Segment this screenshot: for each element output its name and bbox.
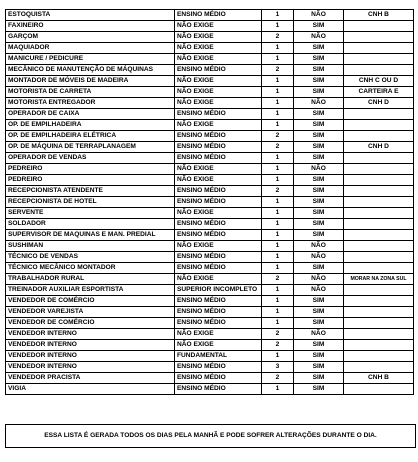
job-title-cell: OPERADOR DE CAIXA	[6, 109, 175, 120]
experience-cell: NÃO	[294, 329, 344, 340]
experience-cell: SIM	[294, 384, 344, 395]
experience-cell: SIM	[294, 120, 344, 131]
vacancies-cell: 1	[262, 10, 294, 21]
table-row	[6, 142, 414, 153]
vacancies-cell: 2	[262, 274, 294, 285]
notes-cell	[344, 65, 414, 76]
vacancies-cell: 1	[262, 197, 294, 208]
table-row	[6, 43, 414, 54]
job-title-cell: MOTORISTA ENTREGADOR	[6, 98, 175, 109]
experience-cell: SIM	[294, 109, 344, 120]
experience-cell: SIM	[294, 263, 344, 274]
job-title-cell: MANICURE / PEDICURE	[6, 54, 175, 65]
table-row	[6, 76, 414, 87]
experience-cell: NÃO	[294, 285, 344, 296]
notes-cell: CARTEIRA E	[344, 87, 414, 98]
education-cell: ENSINO MÉDIO	[175, 186, 262, 197]
experience-cell: SIM	[294, 175, 344, 186]
job-table-body	[6, 10, 414, 395]
job-title-cell: VENDEDOR INTERNO	[6, 362, 175, 373]
notes-cell	[344, 241, 414, 252]
experience-cell: SIM	[294, 362, 344, 373]
table-row	[6, 329, 414, 340]
experience-cell: SIM	[294, 230, 344, 241]
experience-cell: NÃO	[294, 32, 344, 43]
notes-cell	[344, 153, 414, 164]
notes-cell	[344, 32, 414, 43]
table-row	[6, 87, 414, 98]
table-row	[6, 384, 414, 395]
table-row	[6, 274, 414, 285]
notes-cell	[344, 263, 414, 274]
job-table	[5, 9, 414, 395]
education-cell: NÃO EXIGE	[175, 329, 262, 340]
job-title-cell: FAXINEIRO	[6, 21, 175, 32]
vacancies-cell: 1	[262, 307, 294, 318]
notes-cell	[344, 340, 414, 351]
notes-cell	[344, 175, 414, 186]
experience-cell: NÃO	[294, 241, 344, 252]
vacancies-cell: 1	[262, 318, 294, 329]
vacancies-cell: 1	[262, 208, 294, 219]
vacancies-cell: 1	[262, 263, 294, 274]
education-cell: NÃO EXIGE	[175, 340, 262, 351]
experience-cell: SIM	[294, 296, 344, 307]
education-cell: NÃO EXIGE	[175, 21, 262, 32]
job-title-cell: MOTORISTA DE CARRETA	[6, 87, 175, 98]
job-title-cell: GARÇOM	[6, 32, 175, 43]
table-row	[6, 175, 414, 186]
notes-cell: CNH C OU D	[344, 76, 414, 87]
job-title-cell: ESTOQUISTA	[6, 10, 175, 21]
job-title-cell: RECEPCIONISTA DE HOTEL	[6, 197, 175, 208]
vacancies-cell: 1	[262, 87, 294, 98]
table-row	[6, 241, 414, 252]
experience-cell: SIM	[294, 219, 344, 230]
notes-cell	[344, 197, 414, 208]
education-cell: ENSINO MÉDIO	[175, 263, 262, 274]
vacancies-cell: 2	[262, 329, 294, 340]
table-row	[6, 307, 414, 318]
education-cell: ENSINO MÉDIO	[175, 384, 262, 395]
notes-cell	[344, 296, 414, 307]
notes-cell	[344, 307, 414, 318]
notes-cell	[344, 109, 414, 120]
experience-cell: SIM	[294, 186, 344, 197]
job-title-cell: SOLDADOR	[6, 219, 175, 230]
notes-cell	[344, 54, 414, 65]
vacancies-cell: 1	[262, 21, 294, 32]
experience-cell: SIM	[294, 54, 344, 65]
education-cell: ENSINO MÉDIO	[175, 373, 262, 384]
education-cell: ENSINO MÉDIO	[175, 219, 262, 230]
job-title-cell: TÉCNICO DE VENDAS	[6, 252, 175, 263]
vacancies-cell: 1	[262, 351, 294, 362]
education-cell: NÃO EXIGE	[175, 208, 262, 219]
job-title-cell: VENDEDOR DE COMÉRCIO	[6, 318, 175, 329]
vacancies-cell: 2	[262, 32, 294, 43]
notes-cell	[344, 219, 414, 230]
job-title-cell: PEDREIRO	[6, 175, 175, 186]
experience-cell: NÃO	[294, 164, 344, 175]
table-row	[6, 296, 414, 307]
table-row	[6, 285, 414, 296]
notes-cell	[344, 131, 414, 142]
job-title-cell: MECÂNICO DE MANUTENÇÃO DE MÁQUINAS	[6, 65, 175, 76]
vacancies-cell: 1	[262, 384, 294, 395]
table-row	[6, 318, 414, 329]
job-title-cell: MONTADOR DE MÓVEIS DE MADEIRA	[6, 76, 175, 87]
education-cell: ENSINO MÉDIO	[175, 252, 262, 263]
table-row	[6, 109, 414, 120]
vacancies-cell: 1	[262, 285, 294, 296]
vacancies-cell: 2	[262, 142, 294, 153]
vacancies-cell: 3	[262, 362, 294, 373]
education-cell: NÃO EXIGE	[175, 175, 262, 186]
experience-cell: SIM	[294, 197, 344, 208]
vacancies-cell: 1	[262, 175, 294, 186]
vacancies-cell: 2	[262, 373, 294, 384]
job-title-cell: MAQUIADOR	[6, 43, 175, 54]
footer-note: ESSA LISTA É GERADA TODOS OS DIAS PELA MANHÃ E PODE SOFRER ALTERAÇÕES DURANTE O DIA.	[5, 424, 416, 448]
table-row	[6, 120, 414, 131]
education-cell: FUNDAMENTAL	[175, 351, 262, 362]
vacancies-cell: 1	[262, 153, 294, 164]
notes-cell	[344, 43, 414, 54]
vacancies-cell: 1	[262, 219, 294, 230]
table-row	[6, 164, 414, 175]
experience-cell: SIM	[294, 65, 344, 76]
job-list-sheet	[5, 9, 414, 395]
job-title-cell: VIGIA	[6, 384, 175, 395]
notes-cell	[344, 208, 414, 219]
education-cell: NÃO EXIGE	[175, 43, 262, 54]
table-row	[6, 230, 414, 241]
vacancies-cell: 1	[262, 120, 294, 131]
experience-cell: SIM	[294, 87, 344, 98]
education-cell: NÃO EXIGE	[175, 54, 262, 65]
table-row	[6, 373, 414, 384]
experience-cell: SIM	[294, 76, 344, 87]
vacancies-cell: 1	[262, 76, 294, 87]
vacancies-cell: 1	[262, 109, 294, 120]
education-cell: ENSINO MÉDIO	[175, 307, 262, 318]
experience-cell: NÃO	[294, 252, 344, 263]
job-title-cell: OP. DE EMPILHADEIRA ELÉTRICA	[6, 131, 175, 142]
education-cell: ENSINO MÉDIO	[175, 131, 262, 142]
vacancies-cell: 1	[262, 54, 294, 65]
job-title-cell: OP. DE MÁQUINA DE TERRAPLANAGEM	[6, 142, 175, 153]
education-cell: NÃO EXIGE	[175, 241, 262, 252]
table-row	[6, 362, 414, 373]
notes-cell: CNH B	[344, 373, 414, 384]
vacancies-cell: 1	[262, 164, 294, 175]
vacancies-cell: 1	[262, 252, 294, 263]
notes-cell	[344, 186, 414, 197]
job-title-cell: VENDEDOR DE COMÉRCIO	[6, 296, 175, 307]
experience-cell: SIM	[294, 131, 344, 142]
vacancies-cell: 1	[262, 241, 294, 252]
vacancies-cell: 1	[262, 296, 294, 307]
experience-cell: SIM	[294, 307, 344, 318]
experience-cell: SIM	[294, 142, 344, 153]
table-row	[6, 153, 414, 164]
notes-cell: MORAR NA ZONA SUL	[344, 274, 414, 285]
notes-cell	[344, 21, 414, 32]
notes-cell	[344, 362, 414, 373]
education-cell: ENSINO MÉDIO	[175, 153, 262, 164]
education-cell: ENSINO MÉDIO	[175, 197, 262, 208]
education-cell: NÃO EXIGE	[175, 32, 262, 43]
job-title-cell: SUPERVISOR DE MAQUINAS E MAN. PREDIAL	[6, 230, 175, 241]
table-row	[6, 65, 414, 76]
table-row	[6, 263, 414, 274]
vacancies-cell: 2	[262, 186, 294, 197]
job-title-cell: VENDEDOR INTERNO	[6, 329, 175, 340]
education-cell: SUPERIOR INCOMPLETO	[175, 285, 262, 296]
job-title-cell: VENDEDOR INTERNO	[6, 351, 175, 362]
notes-cell: CNH D	[344, 98, 414, 109]
education-cell: NÃO EXIGE	[175, 87, 262, 98]
vacancies-cell: 1	[262, 230, 294, 241]
table-row	[6, 10, 414, 21]
notes-cell	[344, 318, 414, 329]
experience-cell: SIM	[294, 21, 344, 32]
notes-cell	[344, 120, 414, 131]
education-cell: NÃO EXIGE	[175, 120, 262, 131]
job-title-cell: VENDEDOR PRACISTA	[6, 373, 175, 384]
notes-cell: CNH D	[344, 142, 414, 153]
education-cell: ENSINO MÉDIO	[175, 362, 262, 373]
job-title-cell: TREINADOR AUXILIAR ESPORTISTA	[6, 285, 175, 296]
job-title-cell: TÉCNICO MECÂNICO MONTADOR	[6, 263, 175, 274]
education-cell: NÃO EXIGE	[175, 98, 262, 109]
notes-cell: CNH B	[344, 10, 414, 21]
education-cell: ENSINO MÉDIO	[175, 296, 262, 307]
table-row	[6, 21, 414, 32]
vacancies-cell: 2	[262, 65, 294, 76]
notes-cell	[344, 285, 414, 296]
education-cell: ENSINO MÉDIO	[175, 65, 262, 76]
job-title-cell: SERVENTE	[6, 208, 175, 219]
notes-cell	[344, 384, 414, 395]
experience-cell: SIM	[294, 153, 344, 164]
experience-cell: NÃO	[294, 274, 344, 285]
notes-cell	[344, 351, 414, 362]
table-row	[6, 252, 414, 263]
table-row	[6, 98, 414, 109]
education-cell: ENSINO MÉDIO	[175, 142, 262, 153]
vacancies-cell: 1	[262, 43, 294, 54]
experience-cell: SIM	[294, 43, 344, 54]
education-cell: NÃO EXIGE	[175, 164, 262, 175]
table-row	[6, 351, 414, 362]
experience-cell: SIM	[294, 351, 344, 362]
table-row	[6, 32, 414, 43]
notes-cell	[344, 230, 414, 241]
job-title-cell: VENDEDOR INTERNO	[6, 340, 175, 351]
vacancies-cell: 2	[262, 131, 294, 142]
table-row	[6, 186, 414, 197]
notes-cell	[344, 252, 414, 263]
education-cell: ENSINO MÉDIO	[175, 10, 262, 21]
education-cell: ENSINO MÉDIO	[175, 318, 262, 329]
table-row	[6, 340, 414, 351]
education-cell: NÃO EXIGE	[175, 274, 262, 285]
vacancies-cell: 2	[262, 340, 294, 351]
experience-cell: SIM	[294, 373, 344, 384]
education-cell: ENSINO MÉDIO	[175, 230, 262, 241]
experience-cell: NÃO	[294, 10, 344, 21]
vacancies-cell: 1	[262, 98, 294, 109]
education-cell: ENSINO MÉDIO	[175, 109, 262, 120]
job-title-cell: PEDREIRO	[6, 164, 175, 175]
table-row	[6, 54, 414, 65]
table-row	[6, 197, 414, 208]
experience-cell: SIM	[294, 208, 344, 219]
job-title-cell: SUSHIMAN	[6, 241, 175, 252]
job-title-cell: OPERADOR DE VENDAS	[6, 153, 175, 164]
experience-cell: SIM	[294, 340, 344, 351]
table-row	[6, 131, 414, 142]
table-row	[6, 219, 414, 230]
job-title-cell: VENDEDOR VAREJISTA	[6, 307, 175, 318]
experience-cell: SIM	[294, 318, 344, 329]
job-title-cell: RECEPCIONISTA ATENDENTE	[6, 186, 175, 197]
table-row	[6, 208, 414, 219]
job-title-cell: OP. DE EMPILHADEIRA	[6, 120, 175, 131]
notes-cell	[344, 329, 414, 340]
job-title-cell: TRABALHADOR RURAL	[6, 274, 175, 285]
notes-cell	[344, 164, 414, 175]
education-cell: NÃO EXIGE	[175, 76, 262, 87]
experience-cell: NÃO	[294, 98, 344, 109]
